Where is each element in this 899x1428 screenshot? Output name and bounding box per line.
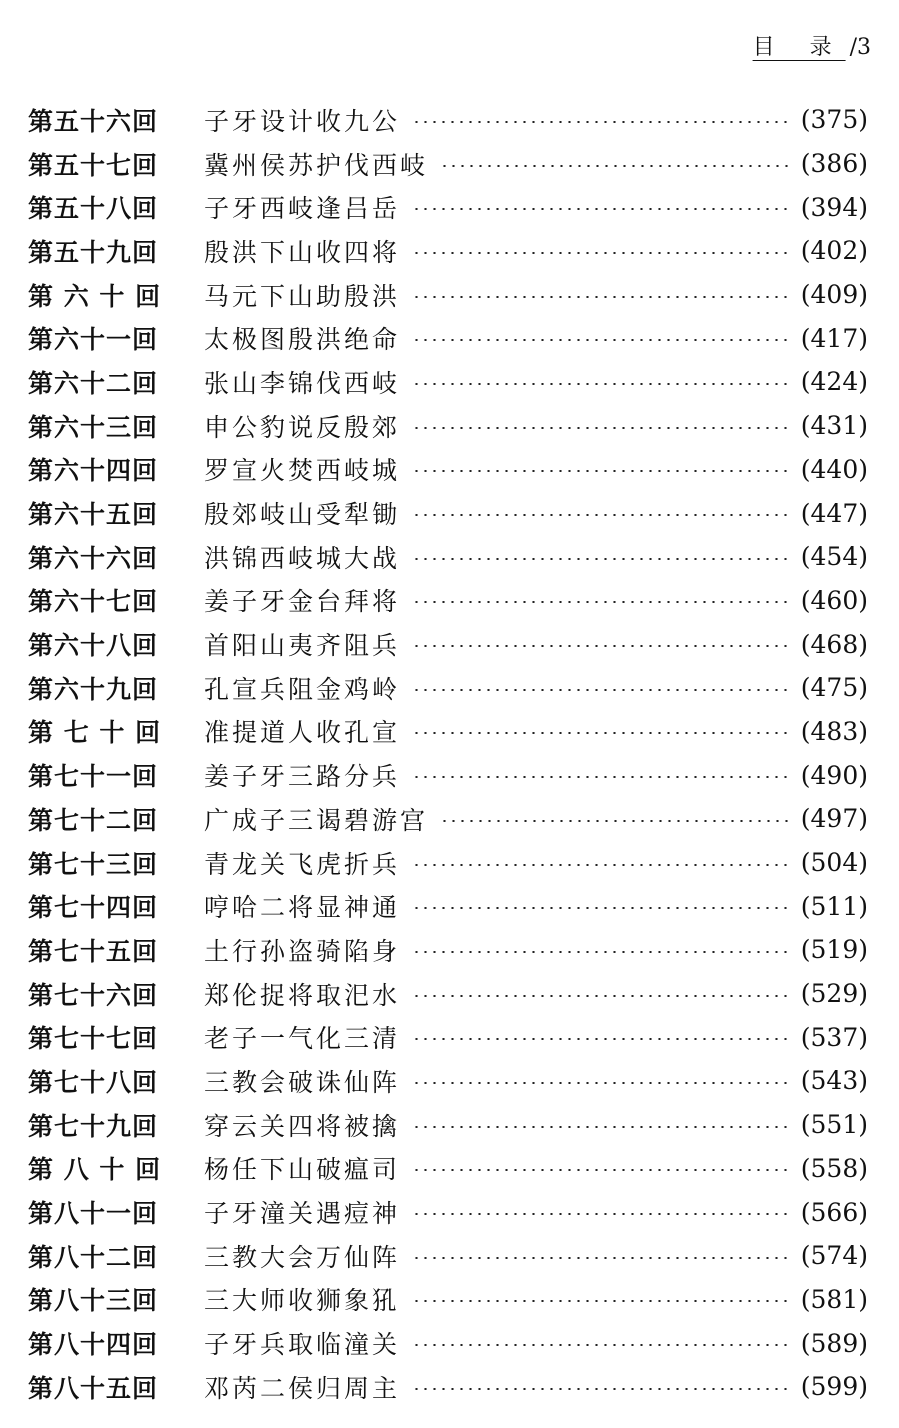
dot-leader (412, 601, 791, 603)
dot-leader (412, 951, 791, 953)
dot-leader (412, 1344, 791, 1346)
page-number: (581) (800, 1284, 868, 1314)
page-number: (529) (800, 979, 868, 1009)
page-number: (599) (800, 1372, 868, 1402)
dot-leader (412, 121, 791, 123)
chapter-number: 第六十一回 (28, 325, 159, 355)
page-number: (454) (800, 542, 868, 572)
page-header-title: 目 录 (752, 35, 846, 60)
chapter-title: 郑伦捉将取汜水 (204, 980, 401, 1010)
chapter-number: 第六十九回 (28, 674, 159, 704)
chapter-title: 哼哈二将显神通 (204, 893, 401, 923)
toc-entry[interactable] (28, 622, 868, 666)
toc-entry[interactable] (28, 1278, 868, 1322)
chapter-title: 殷郊岐山受犁锄 (204, 500, 401, 530)
toc-entry[interactable] (28, 1365, 868, 1409)
dot-leader (412, 1038, 791, 1040)
chapter-title: 姜子牙金台拜将 (204, 587, 401, 617)
toc-entry[interactable] (28, 797, 868, 841)
dot-leader (412, 1082, 791, 1084)
toc-entry[interactable] (28, 142, 868, 186)
chapter-number: 第七十九回 (28, 1111, 159, 1141)
page-number: (468) (800, 629, 868, 659)
dot-leader (412, 514, 791, 516)
toc-entry[interactable] (28, 1059, 868, 1103)
dot-leader (412, 1300, 791, 1302)
toc-entry[interactable] (28, 360, 868, 404)
page-number: (402) (800, 236, 868, 266)
chapter-number: 第八十五回 (28, 1373, 159, 1403)
page-number: (504) (800, 848, 868, 878)
toc-entry[interactable] (28, 1147, 868, 1191)
toc-entry[interactable] (28, 448, 868, 492)
dot-leader (412, 689, 791, 691)
page-number: (543) (800, 1066, 868, 1096)
page-number: (589) (800, 1328, 868, 1358)
page-number: (440) (800, 454, 868, 484)
toc-entry[interactable] (28, 1234, 868, 1278)
chapter-number: 第 八 十 回 (28, 1155, 162, 1185)
chapter-number: 第七十七回 (28, 1024, 159, 1054)
chapter-number: 第 六 十 回 (28, 281, 162, 311)
chapter-title: 首阳山夷齐阻兵 (204, 631, 401, 661)
chapter-title: 三教大会万仙阵 (204, 1242, 401, 1272)
toc-entry[interactable] (28, 666, 868, 710)
page-number: (460) (800, 585, 868, 615)
chapter-number: 第七十二回 (28, 805, 159, 835)
chapter-number: 第六十四回 (28, 456, 159, 486)
page-number: (483) (800, 716, 868, 746)
chapter-number: 第六十八回 (28, 631, 159, 661)
chapter-title: 老子一气化三清 (204, 1024, 401, 1054)
toc-entry[interactable] (28, 404, 868, 448)
chapter-number: 第六十二回 (28, 368, 159, 398)
dot-leader (412, 383, 791, 385)
chapter-number: 第 七 十 回 (28, 718, 162, 748)
page-number: (475) (800, 673, 868, 703)
dot-leader (412, 645, 791, 647)
dot-leader (412, 864, 791, 866)
chapter-number: 第五十七回 (28, 150, 159, 180)
chapter-number: 第八十二回 (28, 1242, 159, 1272)
toc-entry[interactable] (28, 491, 868, 535)
page-number: (519) (800, 935, 868, 965)
page-number: (386) (800, 149, 868, 179)
toc-entry[interactable] (28, 710, 868, 754)
toc-entry[interactable] (28, 229, 868, 273)
chapter-number: 第五十九回 (28, 237, 159, 267)
page-number: (558) (800, 1153, 868, 1183)
chapter-title: 杨任下山破瘟司 (204, 1155, 401, 1185)
page-number: (566) (800, 1197, 868, 1227)
chapter-number: 第六十七回 (28, 587, 159, 617)
chapter-number: 第八十三回 (28, 1286, 159, 1316)
page-header-number: /3 (849, 35, 871, 60)
page-number: (375) (800, 105, 868, 135)
table-of-contents (28, 98, 868, 1409)
chapter-number: 第七十一回 (28, 762, 159, 792)
chapter-title: 子牙潼关遇痘神 (204, 1199, 401, 1229)
page-number: (490) (800, 760, 868, 790)
toc-entry[interactable] (28, 841, 868, 885)
dot-leader (412, 1213, 791, 1215)
chapter-title: 子牙兵取临潼关 (204, 1330, 401, 1360)
chapter-title: 姜子牙三路分兵 (204, 762, 401, 792)
chapter-title: 子牙设计收九公 (204, 106, 401, 136)
page-header (753, 30, 871, 62)
chapter-title: 穿云关四将被擒 (204, 1111, 401, 1141)
chapter-title: 三教会破诛仙阵 (204, 1067, 401, 1097)
chapter-number: 第六十三回 (28, 412, 159, 442)
chapter-title: 子牙西岐逢吕岳 (204, 194, 401, 224)
chapter-number: 第七十六回 (28, 980, 159, 1010)
chapter-title: 广成子三谒碧游宫 (204, 805, 429, 835)
toc-entry[interactable] (28, 1103, 868, 1147)
chapter-number: 第五十六回 (28, 106, 159, 136)
dot-leader (412, 907, 791, 909)
chapter-title: 罗宣火焚西岐城 (204, 456, 401, 486)
chapter-number: 第六十六回 (28, 543, 159, 573)
page-number: (417) (800, 323, 868, 353)
page-number: (497) (800, 804, 868, 834)
chapter-title: 殷洪下山收四将 (204, 237, 401, 267)
toc-entry[interactable] (28, 579, 868, 623)
chapter-number: 第八十一回 (28, 1199, 159, 1229)
chapter-title: 三大师收狮象犼 (204, 1286, 401, 1316)
dot-leader (412, 296, 791, 298)
chapter-title: 土行孙盗骑陷身 (204, 936, 401, 966)
toc-entry[interactable] (28, 884, 868, 928)
dot-leader (412, 339, 791, 341)
page-number: (574) (800, 1241, 868, 1271)
chapter-number: 第五十八回 (28, 194, 159, 224)
chapter-title: 太极图殷洪绝命 (204, 325, 401, 355)
chapter-title: 青龙关飞虎折兵 (204, 849, 401, 879)
chapter-title: 张山李锦伐西岐 (204, 368, 401, 398)
chapter-number: 第七十三回 (28, 849, 159, 879)
chapter-number: 第七十五回 (28, 936, 159, 966)
chapter-title: 邓芮二侯归周主 (204, 1373, 401, 1403)
chapter-number: 第六十五回 (28, 500, 159, 530)
chapter-title: 孔宣兵阻金鸡岭 (204, 674, 401, 704)
toc-entry[interactable] (28, 273, 868, 317)
page-number: (431) (800, 411, 868, 441)
toc-entry[interactable] (28, 1321, 868, 1365)
dot-leader (412, 427, 791, 429)
chapter-title: 准提道人收孔宣 (204, 718, 401, 748)
chapter-title: 洪锦西岐城大战 (204, 543, 401, 573)
toc-entry[interactable] (28, 98, 868, 142)
dot-leader (412, 1257, 791, 1259)
dot-leader (412, 776, 791, 778)
toc-entry[interactable] (28, 535, 868, 579)
dot-leader (412, 1126, 791, 1128)
dot-leader (412, 252, 791, 254)
chapter-number: 第七十四回 (28, 893, 159, 923)
toc-entry[interactable] (28, 1015, 868, 1059)
toc-entry[interactable] (28, 972, 868, 1016)
page-number: (551) (800, 1110, 868, 1140)
page-number: (537) (800, 1022, 868, 1052)
toc-entry[interactable] (28, 928, 868, 972)
toc-entry[interactable] (28, 185, 868, 229)
dot-leader (412, 470, 791, 472)
chapter-number: 第七十八回 (28, 1067, 159, 1097)
page-number: (424) (800, 367, 868, 397)
chapter-title: 冀州侯苏护伐西岐 (204, 150, 429, 180)
page-number: (394) (800, 192, 868, 222)
dot-leader (412, 995, 791, 997)
dot-leader (412, 558, 791, 560)
page-number: (409) (800, 280, 868, 310)
dot-leader (412, 1169, 791, 1171)
dot-leader (412, 732, 791, 734)
dot-leader (412, 1388, 791, 1390)
chapter-number: 第八十四回 (28, 1330, 159, 1360)
toc-entry[interactable] (28, 316, 868, 360)
toc-entry[interactable] (28, 1190, 868, 1234)
chapter-title: 申公豹说反殷郊 (204, 412, 401, 442)
dot-leader (412, 208, 791, 210)
dot-leader (440, 165, 791, 167)
page-number: (447) (800, 498, 868, 528)
page-number: (511) (800, 891, 868, 921)
chapter-title: 马元下山助殷洪 (204, 281, 401, 311)
dot-leader (440, 820, 791, 822)
toc-entry[interactable] (28, 753, 868, 797)
